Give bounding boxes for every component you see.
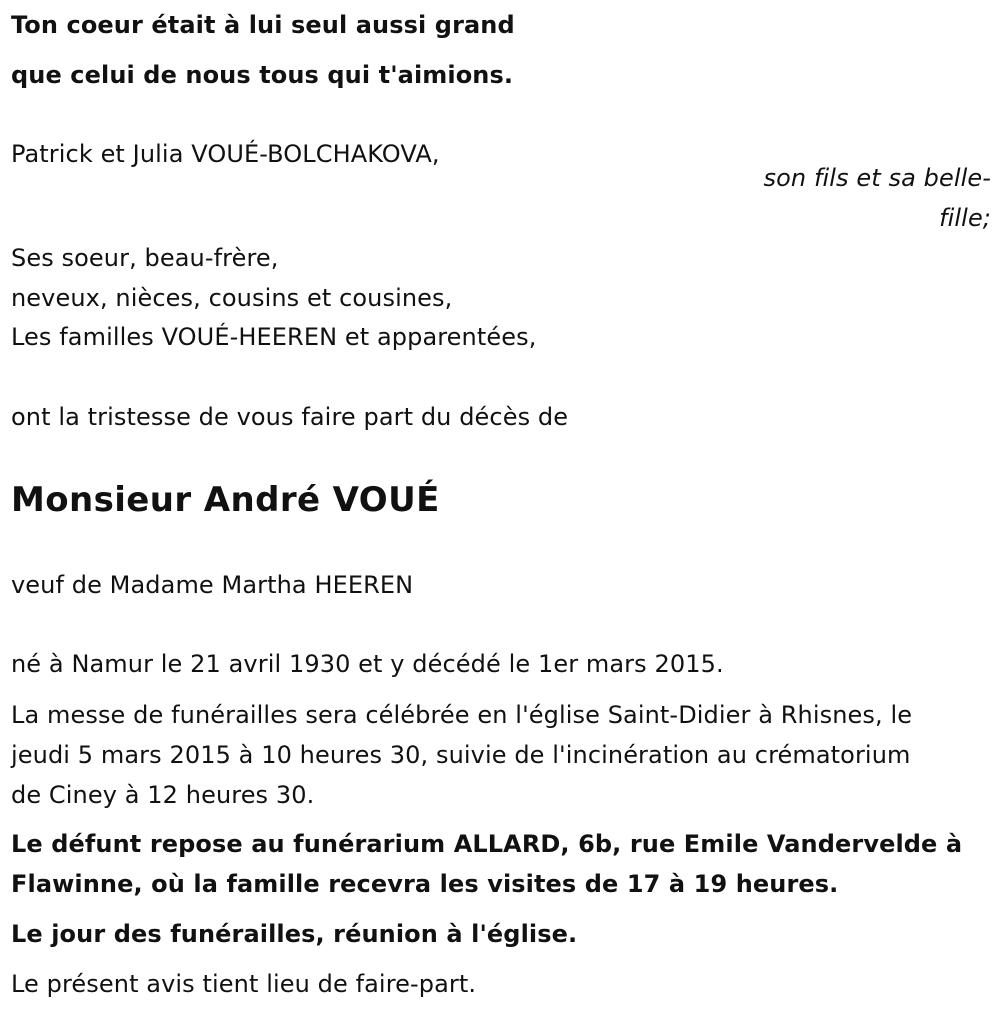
meeting-line: Le jour des funérailles, réunion à l'église. (11, 920, 578, 948)
repose-line-2: Flawinne, où la famille recevra les visites de 17 à 19 heures. (11, 870, 839, 898)
mass-line-3: de Ciney à 12 heures 30. (11, 781, 315, 809)
repose-line-1: Le défunt repose au funérarium ALLARD, 6b, rue Emile Vandervelde à (11, 830, 963, 858)
son-names: Patrick et Julia VOUÉ-BOLCHAKOVA, (11, 140, 440, 168)
announcement-intro: ont la tristesse de vous faire part du décès de (11, 403, 569, 431)
epigraph-line-2: que celui de nous tous qui t'aimions. (11, 61, 514, 89)
widower-line: veuf de Madame Martha HEEREN (11, 571, 414, 599)
notice-line: Le présent avis tient lieu de faire-part. (11, 970, 477, 998)
mass-line-1: La messe de funérailles sera célébrée en l'église Saint-Didier à Rhisnes, le (11, 701, 913, 729)
families-line: Les familles VOUÉ-HEEREN et apparentées, (11, 323, 537, 351)
siblings-line: Ses soeur, beau-frère, (11, 244, 279, 272)
mass-line-2: jeudi 5 mars 2015 à 10 heures 30, suivie de l'incinération au crématorium (11, 741, 911, 769)
epigraph-line-1: Ton coeur était à lui seul aussi grand (11, 11, 515, 39)
relatives-line: neveux, nièces, cousins et cousines, (11, 284, 453, 312)
birth-death-line: né à Namur le 21 avril 1930 et y décédé le 1er mars 2015. (11, 650, 724, 678)
son-relation-line-2: fille; (939, 204, 991, 232)
son-relation-line-1: son fils et sa belle- (763, 164, 991, 192)
deceased-name: Monsieur André VOUÉ (11, 480, 440, 520)
